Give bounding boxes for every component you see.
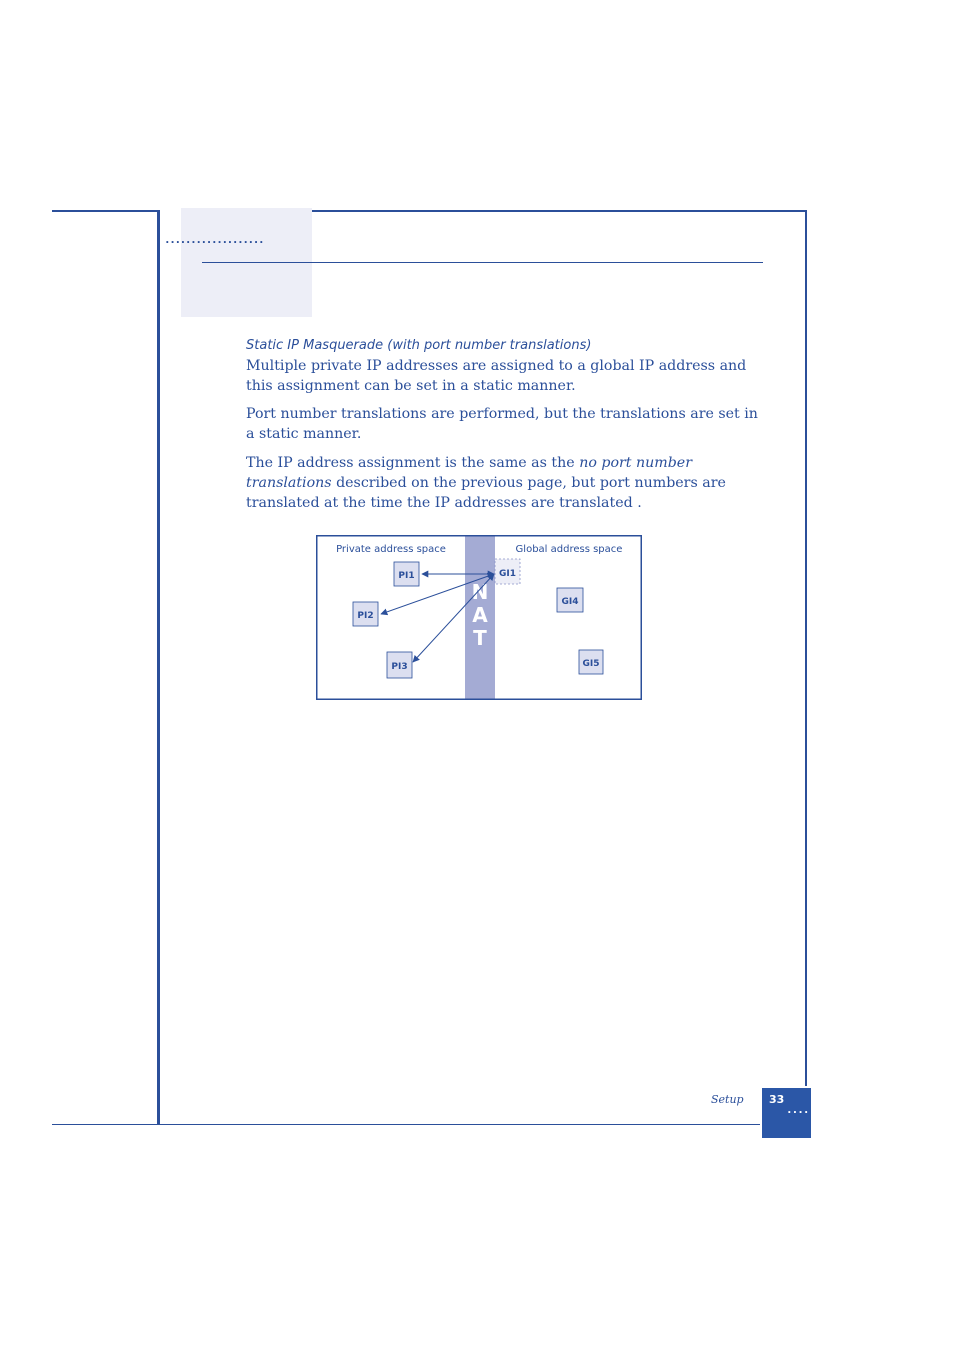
right-border bbox=[805, 210, 807, 1086]
nat-diagram bbox=[316, 535, 642, 700]
node-gi1 bbox=[495, 559, 520, 584]
node-pi1 bbox=[394, 562, 419, 586]
left-border bbox=[157, 210, 160, 1125]
node-pi2 bbox=[353, 602, 378, 626]
paragraph-2: Port number translations are performed, but the translations are set in a static manner. bbox=[246, 406, 758, 442]
paragraph-3-text-a: The IP address assignment is the same as the bbox=[246, 455, 580, 471]
node-gi1-label: GI1 bbox=[499, 569, 516, 579]
node-pi2-label: PI2 bbox=[357, 611, 374, 621]
node-gi4 bbox=[557, 588, 583, 612]
paragraph-3-text-b: described on the previous page, but port numbers are translated at the time the IP addresses are translated . bbox=[246, 475, 726, 511]
page-number: 33 bbox=[769, 1093, 785, 1106]
footer-section-label: Setup bbox=[711, 1093, 744, 1106]
bottom-rule bbox=[52, 1124, 760, 1125]
page-tab-dots: .... bbox=[786, 1103, 809, 1116]
header-rule bbox=[202, 262, 763, 263]
nat-letter-a: A bbox=[472, 603, 488, 627]
node-pi1-label: PI1 bbox=[398, 571, 415, 581]
header-dots: ................... bbox=[164, 233, 264, 246]
paragraph-3 bbox=[246, 453, 766, 513]
global-space-label: Global address space bbox=[515, 544, 623, 555]
node-pi3-label: PI3 bbox=[391, 662, 408, 672]
section-subheading: Static IP Masquerade (with port number translations) bbox=[246, 338, 592, 353]
nat-letter-n: N bbox=[471, 580, 489, 604]
node-gi5-label: GI5 bbox=[582, 659, 600, 669]
paragraph-1: Multiple private IP addresses are assigned to a global IP address and this assignment can be set in a static manner. bbox=[246, 358, 747, 394]
private-space-label: Private address space bbox=[336, 544, 446, 555]
paragraph-3-emphasis: no port number translations bbox=[246, 455, 692, 491]
node-gi5 bbox=[579, 650, 603, 674]
top-rule-right bbox=[311, 210, 807, 212]
nat-letter-t: T bbox=[473, 626, 487, 650]
top-rule-left bbox=[52, 210, 158, 212]
node-gi4-label: GI4 bbox=[561, 597, 579, 607]
node-pi3 bbox=[387, 652, 412, 678]
